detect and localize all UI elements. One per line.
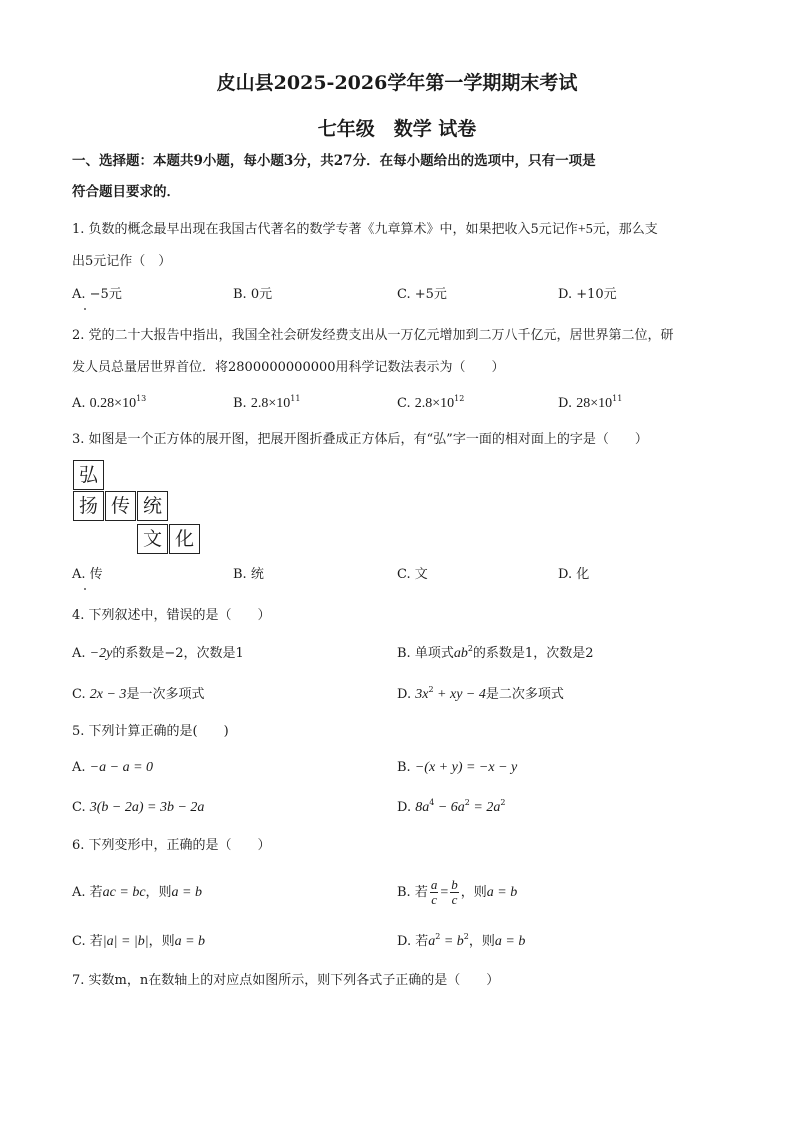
q4-option-a-label: A. [72,646,86,661]
q4-option-d-label: D. [397,687,412,702]
cube-face-hua: 化 [169,524,200,554]
q2-option-c-label: C. [397,396,411,411]
fraction-numerator: b [451,877,458,892]
q2-option-d [558,395,622,413]
q4-option-d-math-b: + xy − 4 [433,687,486,702]
q3-option-b: B. 统 [233,567,264,582]
q1-option-a: A. −5元 [72,287,122,302]
q6-option-b-result: a = b [486,885,518,900]
q6-stem: 6. 下列变形中，正确的是（ ） [72,838,271,853]
q2-option-a-base: 0.28×10 [89,396,137,411]
q4-option-b-exp: 2 [467,644,473,653]
q4-option-b-text: 的系数是1，次数是2 [472,646,594,661]
q4-option-b-math: ab [453,646,468,661]
q5-option-d-m1: 8a [415,800,430,815]
option-marker-dot [84,588,86,590]
q6-option-c-label: C. 若 [72,934,103,949]
section-heading-line1: 一、选择题：本题共9小题，每小题3分，共27分．在每小题给出的选项中，只有一项是 [72,153,596,169]
q4-option-d-math-a: 3x [415,687,429,702]
q5-option-b-math: −(x + y) = −x − y [414,760,518,775]
q6-option-c-math: |a| = |b| [102,934,149,949]
fraction-denominator: c [451,892,458,907]
q6-option-d-e1: 2 [435,932,441,941]
q3-option-a: A. 传 [72,567,103,582]
cube-face-hong: 弘 [73,460,104,490]
q2-option-d-label: D. [558,396,573,411]
fraction-a-over-c [430,878,439,907]
q6-option-d-m2: = b [440,934,464,949]
q5-option-d-m2: − 6a [434,800,465,815]
q6-option-d-e2: 2 [463,932,469,941]
fraction-b-over-c [450,878,459,907]
q2-stem-line1: 2. 党的二十大报告中指出，我国全社会研发经费支出从一万亿元增加到二万八千亿元，居世界第二位，研 [72,328,674,343]
cube-face-tong: 统 [137,491,168,521]
q4-option-c-label: C. [72,687,86,702]
q5-option-a-label: A. [72,760,86,775]
q4-option-d-text: 是二次多项式 [485,687,564,702]
q6-option-d-label: D. 若 [397,934,429,949]
q6-option-b-then: ，则 [460,885,487,900]
q1-stem-math: +5 [577,222,593,237]
q1-stem-line2: 出5元记作（ ） [72,254,172,269]
q6-option-d-m1: a [428,934,436,949]
q4-option-a [72,645,244,663]
q5-option-d-e2: 2 [464,798,470,807]
q6-option-c [72,933,205,951]
q6-option-a-label: A. 若 [72,885,103,900]
q6-option-b-label: B. 若 [397,885,428,900]
q6-option-a [72,884,202,902]
q4-stem: 4. 下列叙述中，错误的是（ ） [72,608,271,623]
q6-option-c-result: a = b [174,934,206,949]
q3-stem: 3. 如图是一个正方体的展开图，把展开图折叠成正方体后，有“弘”字一面的相对面上的字是（ ） [72,432,648,447]
q2-option-d-base: 28×10 [576,396,613,411]
q2-option-b-exp: 11 [290,394,301,403]
q6-option-a-math: ac = bc [102,885,146,900]
q4-option-c [72,686,204,704]
q5-option-d-m3: = 2a [469,800,501,815]
q2-option-b [233,395,300,413]
q2-option-a-exp: 13 [136,394,147,403]
q5-option-b [397,759,517,777]
q4-option-a-text: 的系数是−2，次数是1 [112,646,244,661]
page-subtitle: 七年级 数学 试卷 [317,118,477,140]
equals-sign: = [440,885,449,900]
q3-option-d: D. 化 [558,567,590,582]
q5-option-c-math: 3(b − 2a) = 3b − 2a [89,800,205,815]
q6-option-c-then: ，则 [148,934,175,949]
option-marker-dot [84,308,86,310]
q5-option-d-e1: 4 [429,798,435,807]
q5-option-a-math: −a − a = 0 [89,760,154,775]
cube-face-wen: 文 [137,524,168,554]
q5-option-d-e3: 2 [500,798,506,807]
fraction-denominator: c [431,892,437,907]
q5-option-d-label: D. [397,800,412,815]
q1-stem-a: 1. 负数的概念最早出现在我国古代著名的数学专著《九章算术》中，如果把收入5元记作 [72,222,578,237]
q6-option-d-then: ，则 [468,934,495,949]
q2-option-a [72,395,146,413]
q4-option-b-label: B. 单项式 [397,646,454,661]
page-title: 皮山县2025-2026学年第一学期期末考试 [216,72,578,94]
q4-option-d-exp: 2 [428,685,434,694]
q2-option-b-base: 2.8×10 [250,396,291,411]
q5-option-c-label: C. [72,800,86,815]
q5-option-b-label: B. [397,760,411,775]
q6-option-b [397,874,517,912]
q4-option-b [397,645,593,663]
q1-stem-b: 元，那么支 [592,222,658,237]
q4-option-c-text: 是一次多项式 [126,687,205,702]
q1-option-c: C. +5元 [397,287,447,302]
q6-option-d [397,933,525,951]
q2-option-c-base: 2.8×10 [414,396,455,411]
q5-option-a [72,759,153,777]
q4-option-d [397,686,564,704]
cube-face-yang: 扬 [73,491,104,521]
q4-option-c-math: 2x − 3 [89,687,127,702]
q1-option-d: D. +10元 [558,287,617,302]
fraction-numerator: a [430,877,438,892]
cube-face-chuan: 传 [105,491,136,521]
q2-option-a-label: A. [72,396,86,411]
q1-option-b: B. 0元 [233,287,273,302]
q2-stem-line2: 发人员总量居世界首位．将2800000000000用科学记数法表示为（ ） [72,360,505,375]
q6-option-d-result: a = b [494,934,526,949]
q2-option-c-exp: 12 [454,394,465,403]
q5-option-d [397,799,505,817]
q1-stem-line1 [72,221,658,239]
q2-option-b-label: B. [233,396,247,411]
q6-option-a-then: ，则 [145,885,172,900]
q6-option-a-result: a = b [171,885,202,900]
q5-option-c [72,799,204,817]
q3-option-c: C. 文 [397,567,428,582]
q4-option-a-math: −2y [89,646,113,661]
section-heading-line2: 符合题目要求的． [72,184,180,200]
q2-option-d-exp: 11 [612,394,623,403]
q5-stem: 5. 下列计算正确的是( ) [72,724,229,739]
q7-stem: 7. 实数m，n在数轴上的对应点如图所示，则下列各式子正确的是（ ） [72,973,500,988]
q2-option-c [397,395,464,413]
